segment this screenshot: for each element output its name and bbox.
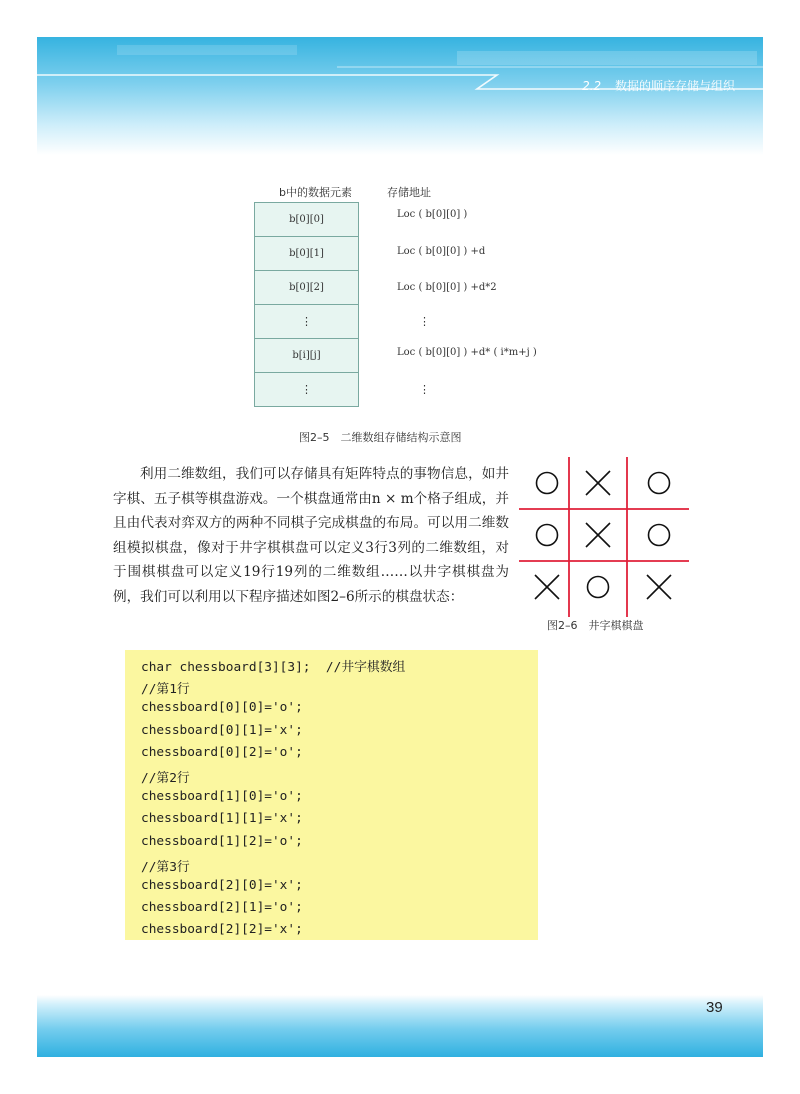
page-number: 39	[706, 999, 723, 1016]
address-ellipsis: ⋮	[419, 383, 430, 396]
storage-cell-ellipsis: ⋮	[301, 383, 312, 396]
section-number: 2.2	[582, 79, 602, 93]
code-line: char chessboard[3][3]; //井字棋数组	[141, 660, 406, 675]
code-line: chessboard[1][2]='o';	[141, 833, 303, 849]
address-label: Loc ( b[0][0] ) +d	[397, 246, 486, 257]
code-line: chessboard[1][0]='o';	[141, 789, 303, 805]
code-line: //第2行	[141, 771, 190, 786]
fig5-column-header-address: 存储地址	[387, 186, 431, 199]
footer-band	[37, 995, 763, 1057]
header-decoration	[37, 37, 763, 155]
tic-tac-toe-board	[519, 457, 689, 617]
board-mark-x	[535, 575, 559, 599]
code-block	[125, 650, 538, 940]
address-label: Loc ( b[0][0] )	[397, 209, 468, 220]
code-line: chessboard[2][1]='o';	[141, 900, 303, 916]
board-mark-o	[537, 525, 558, 546]
storage-cell: b[i][j]	[255, 339, 358, 373]
storage-table	[254, 202, 359, 407]
figure-2-5-caption: 图2–5 二维数组存储结构示意图	[299, 431, 462, 444]
code-line: //第1行	[141, 682, 190, 698]
code-line: //第3行	[141, 859, 190, 875]
board-mark-o	[537, 473, 558, 494]
fig5-column-header-elements: b中的数据元素	[279, 186, 352, 199]
board-mark-o	[588, 577, 609, 598]
board-mark-x	[586, 523, 610, 547]
code-line: chessboard[0][0]='o';	[141, 700, 303, 716]
running-header	[582, 77, 735, 94]
body-paragraph: 利用二维数组，我们可以存储具有矩阵特点的事物信息，如井字棋、五子棋等棋盘游戏。一个棋盘通常由n × m个格子组成，并且由代表对弈双方的两种不同棋子完成棋盘的布局。可以用二维数组模拟棋盘，像对于井字棋棋盘可以定义3行3列的二维数组，对于围棋棋盘可以定义19行19列的二维数组……以井字棋棋盘为例，我们可以利用以下程序描述如图2–6所示的棋盘状态：	[113, 466, 509, 605]
code-line: chessboard[2][0]='x';	[141, 878, 303, 893]
page	[37, 37, 763, 1057]
code-line: chessboard[1][1]='x';	[141, 811, 303, 827]
section-title: 数据的顺序存储与组织	[614, 79, 735, 93]
board-mark-x	[586, 471, 610, 495]
code-line: chessboard[0][1]='x';	[141, 722, 303, 738]
storage-cell-ellipsis: ⋮	[255, 305, 358, 339]
address-label: Loc ( b[0][0] ) +d*2	[397, 282, 497, 293]
board-mark-x	[647, 575, 671, 599]
storage-cell: b[0][0]	[255, 203, 358, 237]
storage-cell: b[0][2]	[255, 271, 358, 305]
code-line: chessboard[0][2]='o';	[141, 744, 303, 760]
board-mark-o	[649, 525, 670, 546]
code-line: chessboard[2][2]='x';	[141, 922, 303, 938]
address-ellipsis: ⋮	[419, 315, 430, 328]
storage-cell: b[0][1]	[255, 237, 358, 271]
figure-2-6-caption: 图2–6 井字棋棋盘	[547, 619, 644, 632]
board-mark-o	[649, 473, 670, 494]
address-label: Loc ( b[0][0] ) +d* ( i*m+j )	[397, 347, 537, 358]
